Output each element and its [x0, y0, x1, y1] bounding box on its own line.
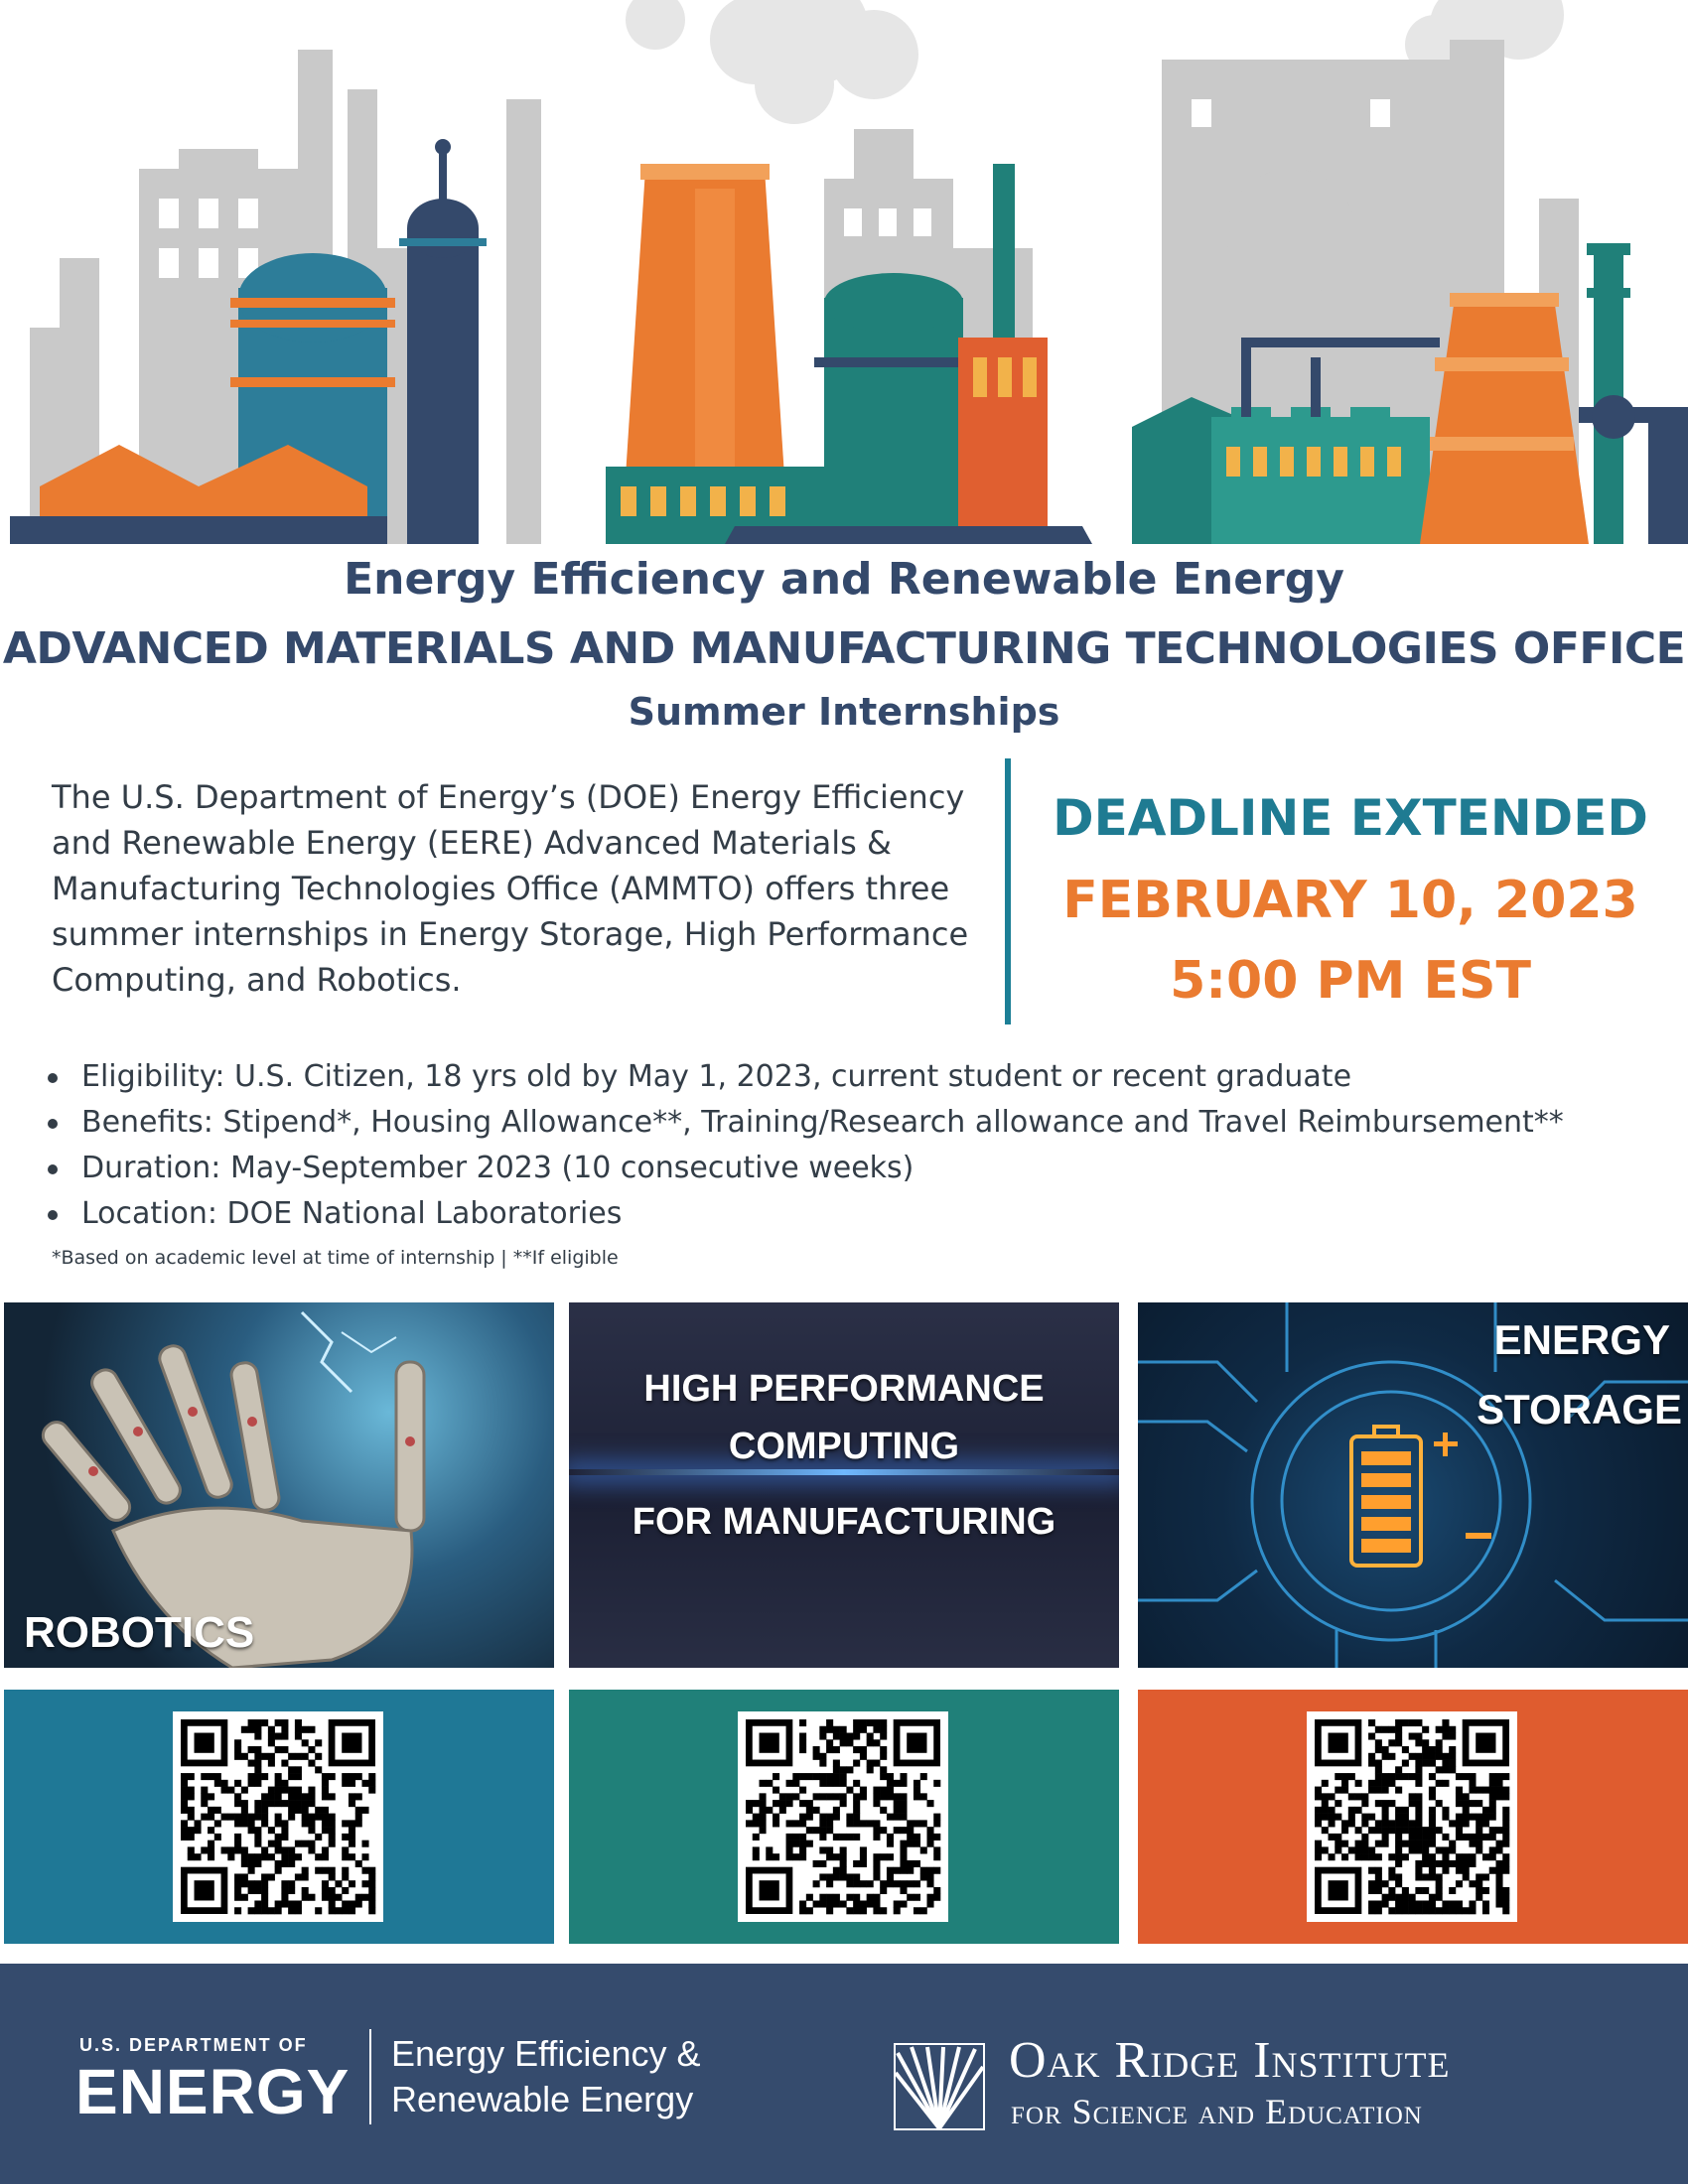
intro-paragraph [52, 774, 995, 1003]
hpc-tile [569, 1302, 1119, 1668]
intro-line: The U.S. Department of Energy’s (DOE) Energy Efficiency [52, 778, 965, 816]
eere-text-line: Energy Efficiency & [391, 2033, 701, 2074]
footnote: *Based on academic level at time of internship | **If eligible [52, 1247, 619, 1269]
hpc-qr-panel [569, 1690, 1119, 1944]
list-item: Eligibility: U.S. Citizen, 18 yrs old by May 1, 2023, current student or recent graduate [44, 1054, 1652, 1100]
deadline-date: FEBRUARY 10, 2023 [1062, 871, 1638, 930]
deadline-label: DEADLINE EXTENDED [1053, 789, 1648, 847]
industrial-skyline-illustration [0, 0, 1688, 544]
intro-line: Manufacturing Technologies Office (AMMTO) offers three [52, 870, 950, 907]
deadline-time: 5:00 PM EST [1170, 951, 1531, 1011]
energy-storage-tile [1138, 1302, 1688, 1668]
intro-line: summer internships in Energy Storage, High Performance [52, 915, 969, 953]
robotics-qr-panel [4, 1690, 554, 1944]
orise-subtitle: for Science and Education [1011, 2092, 1423, 2131]
hpc-label-line: COMPUTING [728, 1426, 960, 1467]
orise-name: Oak Ridge Institute [1009, 2032, 1451, 2089]
program-title: Energy Efficiency and Renewable Energy [344, 554, 1344, 605]
qr-code[interactable] [738, 1711, 948, 1922]
robotics-label: ROBOTICS [24, 1608, 255, 1657]
storage-qr-panel [1138, 1690, 1688, 1944]
hpc-label-line: HIGH PERFORMANCE [643, 1368, 1045, 1410]
storage-label-line: STORAGE [1477, 1386, 1682, 1433]
internship-subtitle: Summer Internships [628, 690, 1060, 734]
robotics-tile [4, 1302, 554, 1668]
light-streak [569, 1469, 1119, 1475]
details-list [44, 1054, 1652, 1237]
qr-code[interactable] [173, 1711, 383, 1922]
list-item: Duration: May-September 2023 (10 consecutive weeks) [44, 1146, 1652, 1191]
list-item: Location: DOE National Laboratories [44, 1191, 1652, 1237]
footer [0, 1964, 1688, 2184]
footer-divider [369, 2029, 371, 2124]
qr-code-graphic [1307, 1711, 1517, 1922]
intro-line: Computing, and Robotics. [52, 961, 462, 999]
qr-code[interactable] [1307, 1711, 1517, 1922]
hpc-label-line: FOR MANUFACTURING [632, 1501, 1056, 1543]
storage-label-line: ENERGY [1493, 1316, 1670, 1363]
doe-small-text: U.S. DEPARTMENT OF [79, 2035, 308, 2055]
intro-line: and Renewable Energy (EERE) Advanced Materials & [52, 824, 892, 862]
office-title: ADVANCED MATERIALS AND MANUFACTURING TECHNOLOGIES OFFICE [2, 623, 1686, 674]
divider-bar [1005, 758, 1011, 1024]
doe-logo-text: ENERGY [75, 2056, 351, 2127]
list-item: Benefits: Stipend*, Housing Allowance**, Training/Research allowance and Travel Reimbursement** [44, 1100, 1652, 1146]
orise-sunburst-icon [894, 2043, 985, 2130]
qr-code-graphic [173, 1711, 383, 1922]
eere-text-line: Renewable Energy [391, 2079, 694, 2119]
qr-code-graphic [738, 1711, 948, 1922]
